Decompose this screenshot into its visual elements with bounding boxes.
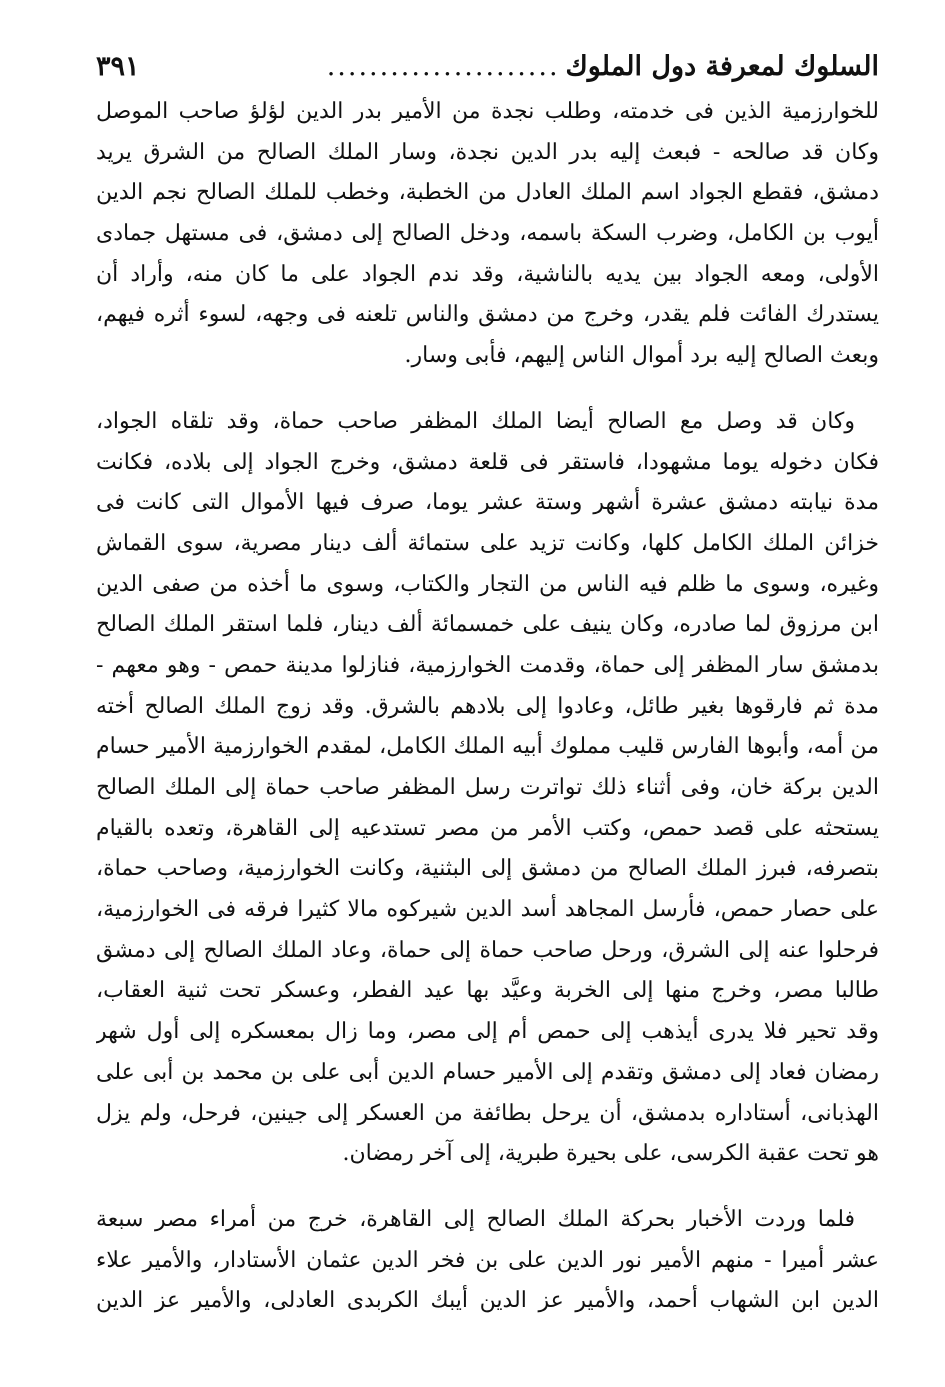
text-line: الدين بركة خان، وفى أثناء ذلك تواترت رسل المظفر صاحب حماة إلى الملك الصالح bbox=[96, 775, 879, 800]
text-line: الأولى، ومعه الجواد بين يديه بالناشية، وقد ندم الجواد على ما كان منه، وأراد أن bbox=[96, 261, 879, 287]
text-line: خزائن الملك الكامل كلها، وكانت تزيد على ستمائة ألف دينار مصرية، سوى القماش bbox=[96, 530, 879, 556]
text-line: وكان قد صالحه - فبعث إليه بدر الدين نجدة، وسار الملك الصالح من الشرق يريد bbox=[96, 139, 879, 165]
book-title: السلوك لمعرفة دول الملوك bbox=[565, 50, 879, 82]
dot-leader: ...................... bbox=[326, 50, 560, 82]
text-line: الهذبانى، أستاداره بدمشق، أن يرحل بطائفة من العسكر إلى جينين، فرحل، ولم يزل bbox=[96, 1100, 879, 1126]
text-line: دمشق، فقطع الجواد اسم الملك العادل من الخطبة، وخطب للملك الصالح نجم الدين bbox=[96, 180, 879, 206]
text-line: الدين ابن الشهاب أحمد، والأمير عز الدين أيبك الكربدى العادلى، والأمير عز الدين bbox=[96, 1288, 879, 1314]
text-line: طالبا مصر، وخرج منها إلى الخربة وعيَّد بها عيد الفطر، وعسكر تحت ثنية العقاب، bbox=[96, 978, 879, 1004]
text-line: مدة ثم فارقوها بغير طائل، وعادوا إلى بلادهم بالشرق. وقد زوج الملك الصالح أخته bbox=[96, 693, 879, 719]
text-line: عشر أميرا - منهم الأمير نور الدين على بن فخر الدين عثمان الأستادار، والأمير علاء bbox=[96, 1247, 879, 1273]
text-line: للخوارزمية الذين فى خدمته، وطلب نجدة من الأمير بدر الدين لؤلؤ صاحب الموصل bbox=[96, 99, 879, 124]
page-number: ٣٩١ bbox=[96, 50, 140, 82]
paragraph-spacer bbox=[96, 377, 879, 402]
text-line: فلما وردت الأخبار بحركة الملك الصالح إلى القاهرة، خرج من أمراء مصر سبعة bbox=[96, 1206, 855, 1232]
text-line: ابن مرزوق لما صادره، وكان ينيف على خمسمائة ألف دينار، فلما استقر الملك الصالح bbox=[96, 612, 879, 638]
text-line: فرحلوا عنه إلى الشرق، ورحل صاحب حماة إلى حماة، وعاد الملك الصالح إلى دمشق bbox=[96, 937, 879, 963]
text-line: يستدرك الفائت فلم يقدر، وخرج من دمشق والناس تلعنه فى وجهه، لسوء أثره فيهم، bbox=[96, 302, 879, 328]
text-line: أيوب بن الكامل، وضرب السكة باسمه، ودخل الصالح إلى دمشق، فى مستهل جمادى bbox=[96, 221, 879, 247]
text-line: رمضان فعاد إلى دمشق وتقدم إلى الأمير حسام الدين أبى على بن محمد بن أبى على bbox=[96, 1059, 879, 1085]
text-line: وقد تحير فلا يدرى أيذهب إلى حمص أم إلى مصر، وما زال بمعسكره إلى أول شهر bbox=[96, 1019, 879, 1045]
running-header bbox=[96, 44, 879, 88]
paragraph-spacer bbox=[96, 1175, 879, 1200]
text-line: وبعث الصالح إليه برد أموال الناس إليهم، فأبى وسار. bbox=[404, 343, 879, 369]
text-line: هو تحت عقبة الكرسى، على بحيرة طبرية، إلى آخر رمضان. bbox=[342, 1141, 879, 1167]
text-line: مدة نيابته دمشق عشرة أشهر وستة عشر يوما، صرف فيها الأموال التى كانت فى bbox=[96, 490, 879, 516]
text-line: بدمشق سار المظفر إلى حماة، وقدمت الخوارزمية، فنازلوا مدينة حمص - وهو معهم - bbox=[96, 652, 879, 678]
text-line: فكان دخوله يوما مشهودا، فاستقر فى قلعة دمشق، وخرج الجواد إلى بلاده، فكانت bbox=[96, 449, 879, 475]
text-line: بتصرفه، فبرز الملك الصالح من دمشق إلى البثنية، وكانت الخوارزمية، وصاحب حماة، bbox=[96, 856, 879, 882]
text-line: يستحثه على قصد حمص، وكتب الأمر من مصر تستدعيه إلى القاهرة، وتعده بالقيام bbox=[96, 815, 879, 841]
paragraph-2 bbox=[96, 402, 879, 1175]
text-line: على حصار حمص، فأرسل المجاهد أسد الدين شيركوه مالا كثيرا فرقه فى الخوارزمية، bbox=[96, 897, 879, 923]
text-line: وغيره، وسوى ما ظلم فيه الناس من التجار والكتاب، وسوى ما أخذه من صفى الدين bbox=[96, 571, 879, 597]
text-line: وكان قد وصل مع الصالح أيضا الملك المظفر صاحب حماة، وقد تلقاه الجواد، bbox=[96, 408, 855, 434]
paragraph-1 bbox=[96, 92, 879, 377]
text-line: من أمه، وأبوها الفارس قليب مملوك أبيه الملك الكامل، لمقدم الخوارزمية الأمير حسام bbox=[96, 734, 879, 760]
page-body bbox=[96, 92, 879, 1322]
paragraph-3 bbox=[96, 1200, 879, 1322]
